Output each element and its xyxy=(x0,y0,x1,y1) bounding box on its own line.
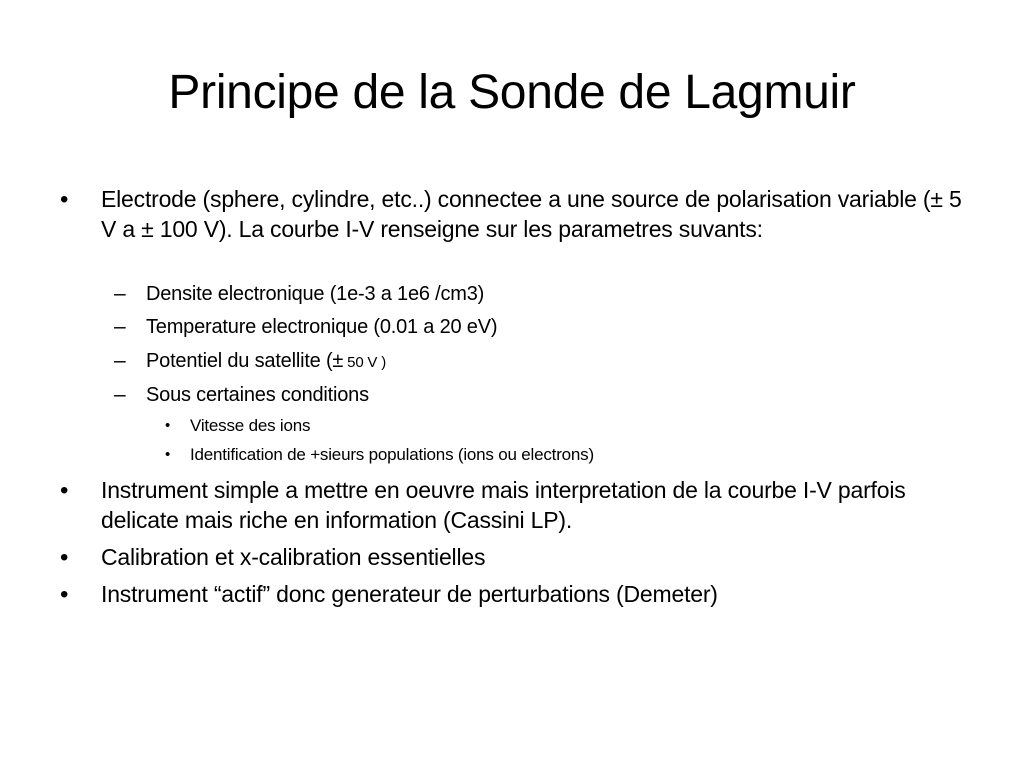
sub-bullet-text: Sous certaines conditions xyxy=(146,384,369,406)
sub-bullet-text xyxy=(146,347,966,377)
slide-title: Principe de la Sonde de Lagmuir xyxy=(168,66,856,119)
bullet-icon: • xyxy=(60,544,69,571)
bullet-icon: • xyxy=(60,477,69,504)
dash-icon: – xyxy=(114,315,126,338)
bullet-text: Calibration et x-calibration essentielles xyxy=(101,544,486,570)
dash-icon: – xyxy=(114,349,126,372)
bullet-text: Instrument “actif” donc generateur de perturbations (Demeter) xyxy=(101,581,718,607)
bullet-text: Instrument simple a mettre en oeuvre mais interpretation de la courbe I-V parfois delicate mais riche en information (Cassini LP). xyxy=(101,477,906,533)
sub-bullet-text-small: 50 V ) xyxy=(343,354,386,371)
dash-icon: – xyxy=(114,383,126,406)
bullet-text: Electrode (sphere, cylindre, etc..) connectee a une source de polarisation variable (± 5 V a ± 100 V). La courbe I-V renseigne sur les parametres suvants: xyxy=(101,186,962,242)
bullet-icon: • xyxy=(165,446,171,463)
bullet-icon: • xyxy=(60,186,69,213)
sub-bullet-text-main: Potentiel du satellite (± xyxy=(146,350,344,372)
sub-sub-bullet-text: Vitesse des ions xyxy=(190,416,311,435)
sub-sub-bullet-text: Identification de +sieurs populations (ions ou electrons) xyxy=(190,445,594,464)
bullet-icon: • xyxy=(165,417,171,434)
dash-icon: – xyxy=(114,282,126,305)
sub-bullet-text: Temperature electronique (0.01 a 20 eV) xyxy=(146,316,498,338)
sub-bullet-text: Densite electronique (1e-3 a 1e6 /cm3) xyxy=(146,283,485,305)
bullet-icon: • xyxy=(60,581,69,608)
